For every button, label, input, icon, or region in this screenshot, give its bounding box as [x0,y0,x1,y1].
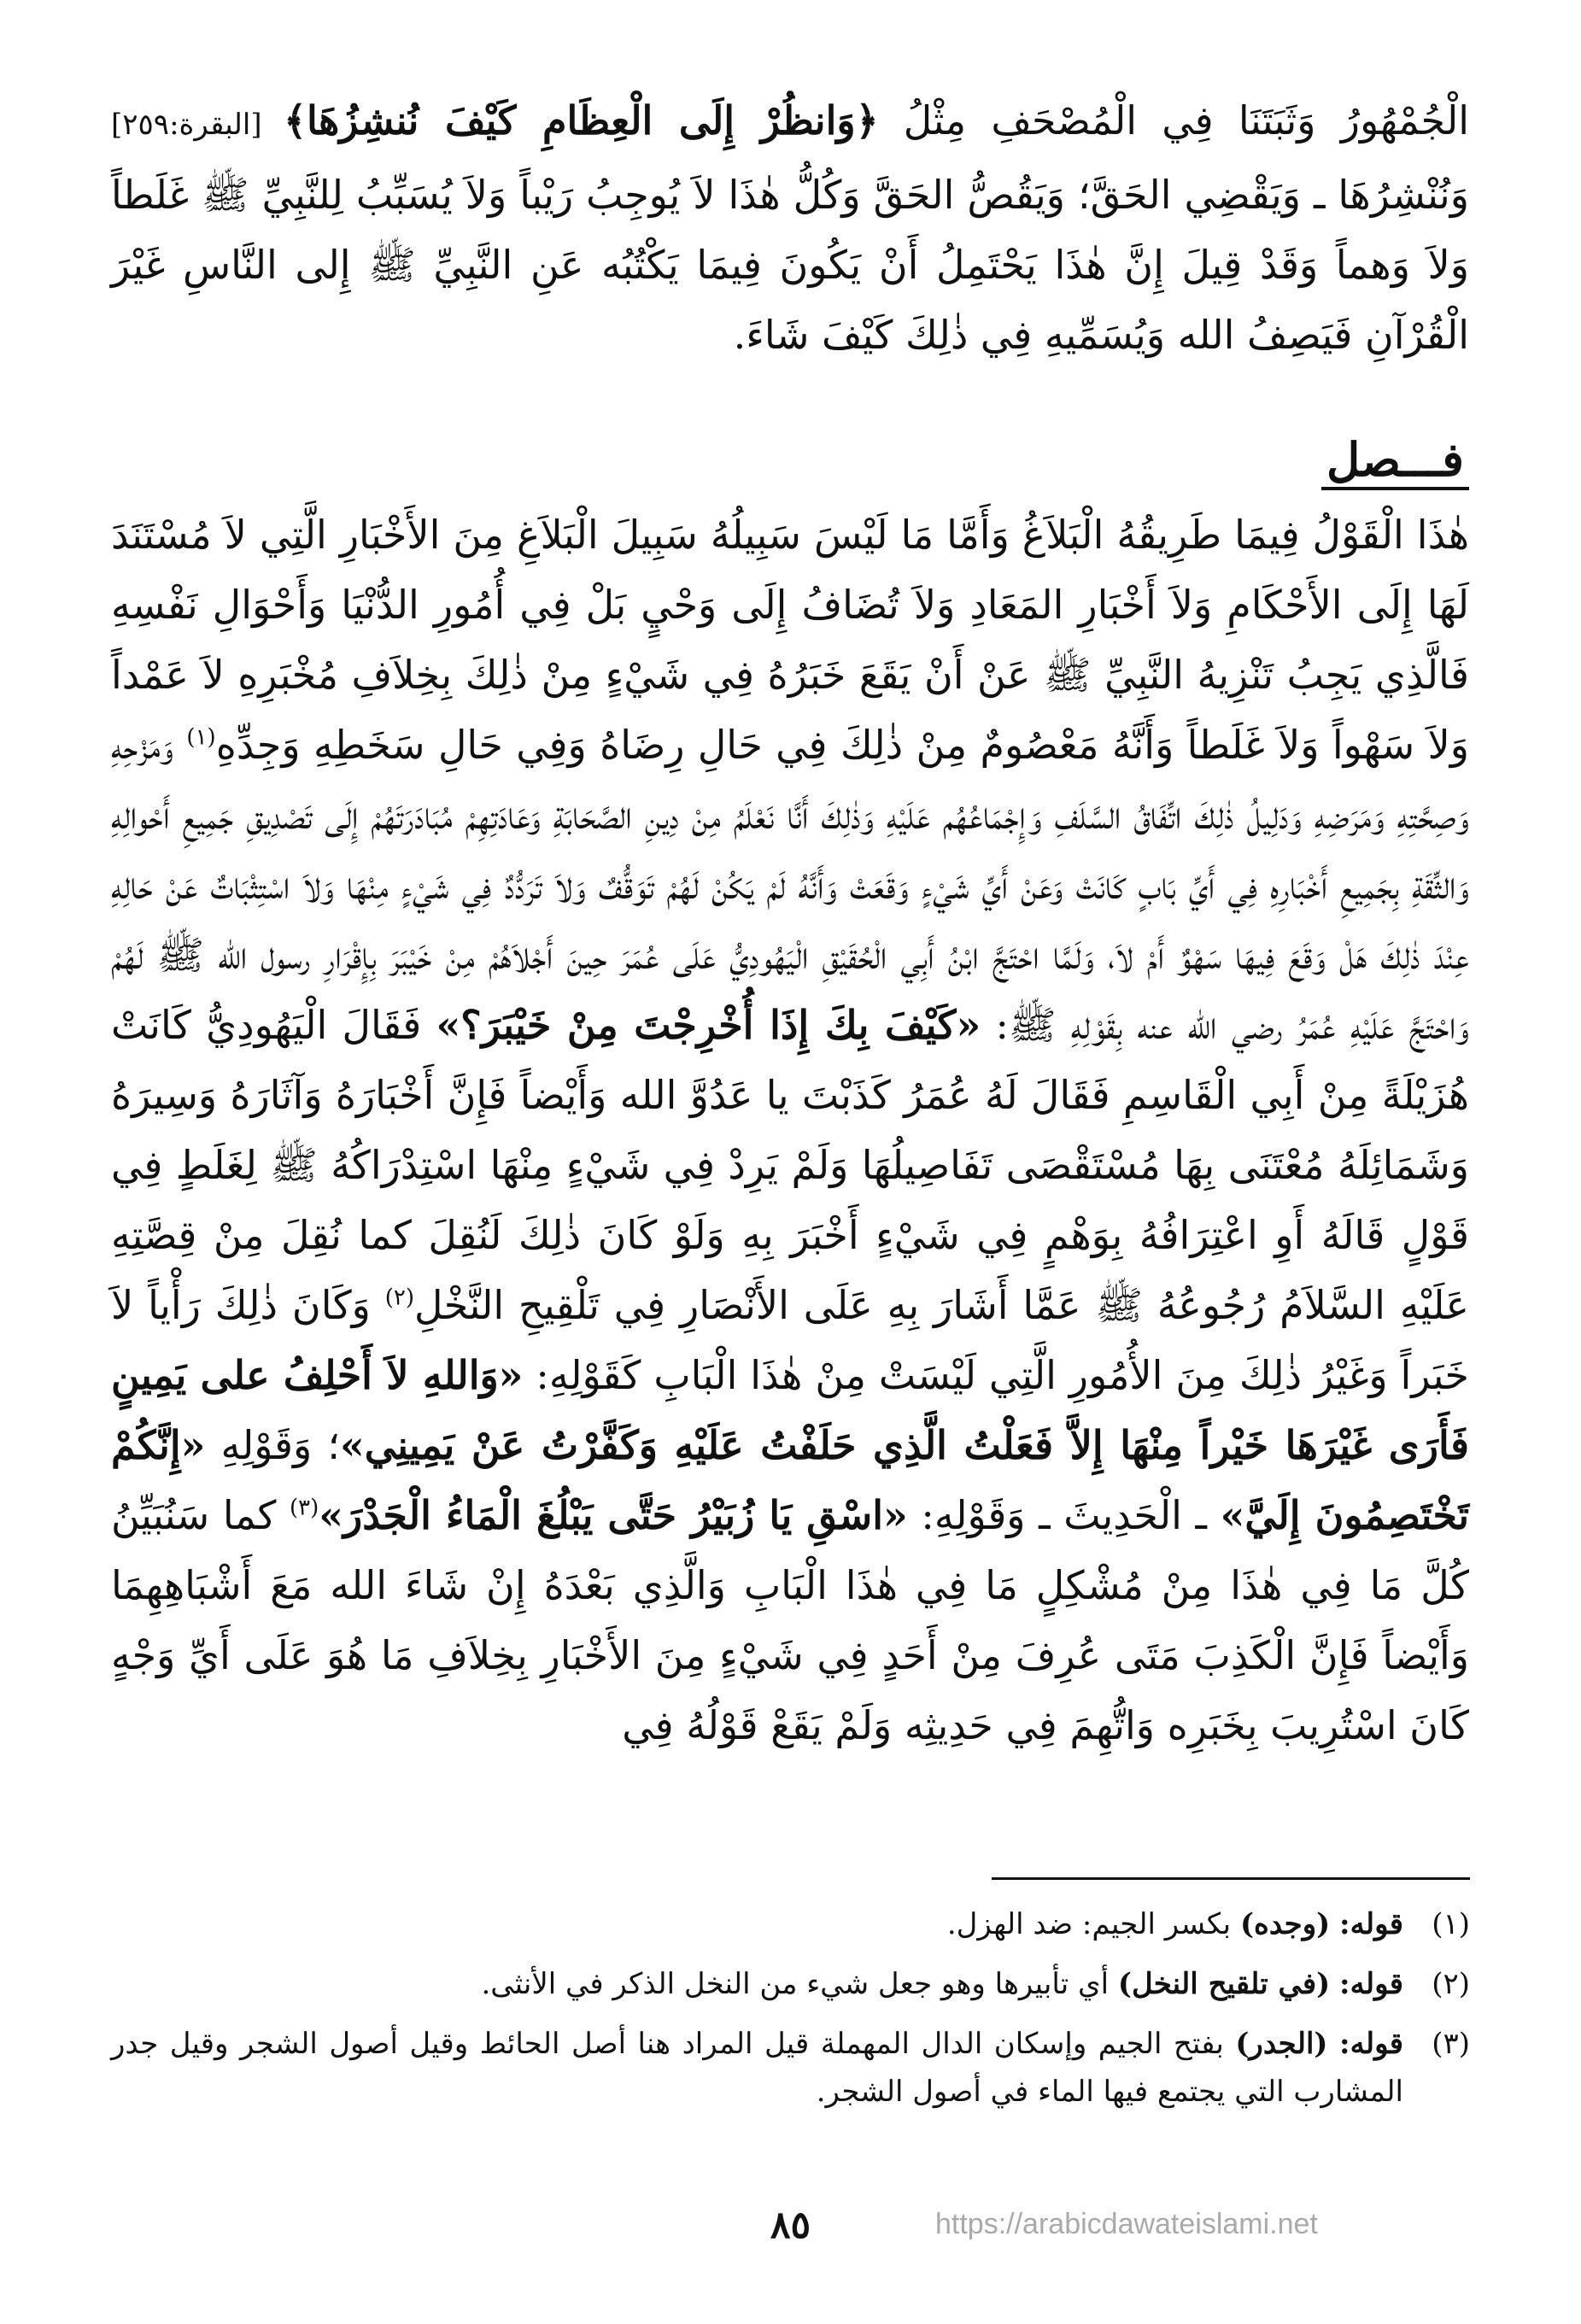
footnote-text: بكسر الجيم: ضد الهزل. [946,1907,1240,1941]
watermark-url: https://arabicdawateislami.net [935,2208,1318,2240]
intro-text-1: الْجُمْهُورُ وَثَبَتَنَا فِي الْمُصْحَفِ مِثْلُ [878,97,1469,143]
footnote-2 [111,1960,1470,2008]
intro-paragraph [111,85,1469,370]
footnote-term: (في تلقيح النخل) [1117,1967,1331,2001]
main-paragraph [111,500,1469,1760]
footnote-ref-3[interactable]: (٣) [290,1495,319,1521]
footnote-term: (الجدر) [1235,2027,1328,2061]
footnote-ref-2[interactable]: (٢) [384,1285,414,1311]
main-text-2: وَمَزْحِهِ وَصِحَّتِهِ وَمَرَضِهِ وَدَلِيلُ ذٰلِكَ اتِّفَاقُ السَّلَفِ وَإِجْمَاعُهُم عَلَيْهِ وَذٰلِكَ أَنَّا نَعْلَمُ مِنْ دِينِ الصَّحَابَةِ وَعَادَتِهِمْ مُبَادَرَتَهُمْ إِلَى تَصْدِيقِ جَمِيعِ أَحْوالِهِ وَالثِّقَةِ بِجَمِيعِ أَخْبَارِهِ فِي أَيِّ بَابٍ كَانَتْ وَعَنْ أَيِّ شَيْءٍ وَقَعَتْ وَأَنَّهُ لَمْ يَكُنْ لَهُمْ تَوَقُّفٌ وَلاَ تَرَدُّدٌ فِي شَيْءٍ مِنْهَا وَلاَ اسْتِثْبَاتٌ عَنْ حَالِهِ عِنْدَ ذٰلِكَ هَلْ وَقَعَ فِيهَا سَهْوٌ أَمْ لاَ، وَلَمَّا احْتَجَّ ابْنُ أَبِي الْحُقَيْقِ الْيَهُودِيُّ عَلَى عُمَرَ حِينَ أَجْلاَهُمْ مِنْ خَيْبَرَ بِإِقْرَارِ رسول الله ﷺ لَهُمْ وَاحْتَجَّ عَلَيْهِ عُمَرُ رضي الله عنه بِقَوْلِهِ ﷺ: [111,722,1469,1048]
hadith-quote-1: «كَيْفَ بِكَ إِذَا أُخْرِجْتَ مِنْ خَيْبَرَ؟» [436,1002,981,1048]
footnote-number: (٢) [1432,1967,1470,2001]
hadith-quote-4: «اسْقِ يَا زُبَيْرُ حَتَّى يَبْلُغَ الْمَاءُ الْجَدْرَ» [319,1492,908,1538]
intro-text-2: وَنُنْشِرُهَا ـ وَيَقْضِي الحَقَّ؛ وَيَقُصُّ الحَقَّ وَكُلُّ هٰذَا لاَ يُوجِبُ رَيْباً وَلاَ يُسَبِّبُ لِلنَّبِيِّ ﷺ غَلَطاً وَلاَ وَهماً وَقَدْ قِيلَ إِنَّ هٰذَا يَحْتَمِلُ أَنْ يَكُونَ فِيمَا يَكْتُبُه عَنِ النَّبِيِّ ﷺ إِلى النَّاسِ غَيْرَ الْقُرْآنِ فَيَصِفُ الله وَيُسَمِّيهِ فِي ذٰلِكَ كَيْفَ شَاءَ. [111,172,1469,358]
footnote-term: (وجده) [1239,1907,1331,1941]
footnote-divider [992,1877,1470,1880]
footnote-1 [111,1900,1470,1948]
hadith-quote-2: «وَاللهِ لاَ أَحْلِفُ على يَمِينٍ فَأَرَى غَيْرَهَا خَيْراً مِنْهَا إِلاَّ فَعَلْتُ الَّذِي حَلَفْتُ عَلَيْهِ وَكَفَّرْتُ عَنْ يَمِينِي» [111,1352,1469,1468]
main-text-5: ؛ وَقَوْلِهِ [205,1422,340,1468]
page-number: ٨٥ [770,2204,811,2247]
page-content [111,85,1469,1760]
main-text-7: كما سَنُبَيِّنُ كُلَّ مَا فِي هٰذَا مِنْ مُشْكِلٍ مَا فِي هٰذَا الْبَابِ وَالَّذِي بَعْدَهُ إِنْ شَاءَ الله مَعَ أَشْبَاهِهِمَا وَأَيْضاً فَإِنَّ الْكَذِبَ مَتَى عُرِفَ مِنْ أَحَدٍ فِي شَيْءٍ مِنَ الأَخْبَارِ بِخِلاَفِ مَا هُوَ عَلَى أَيِّ وَجْهٍ كَانَ اسْتُرِيبَ بِخَبَرِه وَاتُّهِمَ فِي حَدِيثِه وَلَمْ يَقَعْ قَوْلُهُ فِي [111,1492,1469,1748]
footnote-label: قوله: [1339,1907,1403,1941]
section-heading: فـــصل [111,421,1469,498]
verse-reference: [البقرة:٢٥٩] [111,108,284,142]
main-text-1: هٰذَا الْقَوْلُ فِيمَا طَرِيقُهُ الْبَلاَغُ وَأَمَّا مَا لَيْسَ سَبِيلُهُ سَبِيلَ الْبَلاَغِ مِنَ الأَخْبَارِ الَّتِي لاَ مُسْتَنَدَ لَهَا إِلَى الأَحْكَامِ وَلاَ أَخْبَارِ المَعَادِ وَلاَ تُضَافُ إِلَى وَحْيٍ بَلْ فِي أُمُورِ الدُّنْيَا وَأَحْوَالِ نَفْسِهِ فَالَّذِي يَجِبُ تَنْزِيهُ النَّبِيِّ ﷺ عَنْ أَنْ يَقَعَ خَبَرُهُ فِي شَيْءٍ مِنْ ذٰلِكَ بِخِلاَفِ مُخْبَرِهِ لاَ عَمْداً وَلاَ سَهْواً وَلاَ غَلَطاً وَأَنَّهُ مَعْصُومٌ مِنْ ذٰلِكَ فِي حَالِ رِضَاهُ وَفِي حَالِ سَخَطِهِ وَجِدِّهِ [111,512,1469,768]
footnotes [111,1900,1470,2128]
footnote-number: (١) [1432,1907,1470,1941]
main-text-3: فَقَالَ الْيَهُودِيُّ كَانَتْ هُزَيْلَةً مِنْ أَبِي الْقَاسِمِ فَقَالَ لَهُ عُمَرُ كَذَبْتَ يا عَدُوَّ الله وَأَيْضاً فَإِنَّ أَخْبَارَهُ وَآثَارَهُ وَسِيرَهُ وَشَمَائِلَهُ مُعْتَنَى بِهَا مُسْتَقْصَى تَفَاصِيلُهَا وَلَمْ يَرِدْ فِي شَيْءٍ مِنْهَا اسْتِدْرَاكُهُ ﷺ لِغَلَطٍ فِي قَوْلٍ قَالَهُ أَوِ اعْتِرَافُهُ بِوَهْمٍ فِي شَيْءٍ أَخْبَرَ بِهِ وَلَوْ كَانَ ذٰلِكَ لَنُقِلَ كما نُقِلَ مِنْ قِصَّتِهِ عَلَيْهِ السَّلاَمُ رُجُوعُهُ ﷺ عَمَّا أَشَارَ بِهِ عَلَى الأَنْصَارِ فِي تَلْقِيحِ النَّخْلِ [111,1002,1469,1328]
main-text [111,85,1469,1760]
quran-verse: ﴿وَانظُرْ إِلَى الْعِظَامِ كَيْفَ نُنشِزُهَا﴾ [284,97,879,143]
footnote-ref-1[interactable]: (١) [186,724,216,751]
main-text-4: وَكَانَ ذٰلِكَ رَأْياً لاَ خَبَراً وَغَيْرُ ذٰلِكَ مِنَ الأُمُورِ الَّتِي لَيْسَتْ مِنْ هٰذَا الْبَابِ كَقَوْلِهِ: [111,1282,1469,1398]
footnote-label: قوله: [1339,2027,1403,2061]
footnote-text: بفتح الجيم وإسكان الدال المهملة قيل المراد هنا أصل الحائط وقيل أصول الشجر وقيل جدر المشارب التي يجتمع فيها الماء في أصول الشجر. [111,2027,1403,2109]
main-text-6: ـ الْحَدِيثَ ـ وَقَوْلِهِ: [907,1492,1221,1538]
hadith-quote-3: «إِنَّكُمْ تَخْتَصِمُونَ إِلَيَّ» [111,1422,1470,1538]
footnote-label: قوله: [1339,1967,1403,2001]
footnote-3 [111,2020,1470,2116]
footnote-text: أي تأبيرها وهو جعل شيء من النخل الذكر في الأنثى. [481,1967,1118,2001]
footnote-number: (٣) [1432,2027,1470,2061]
